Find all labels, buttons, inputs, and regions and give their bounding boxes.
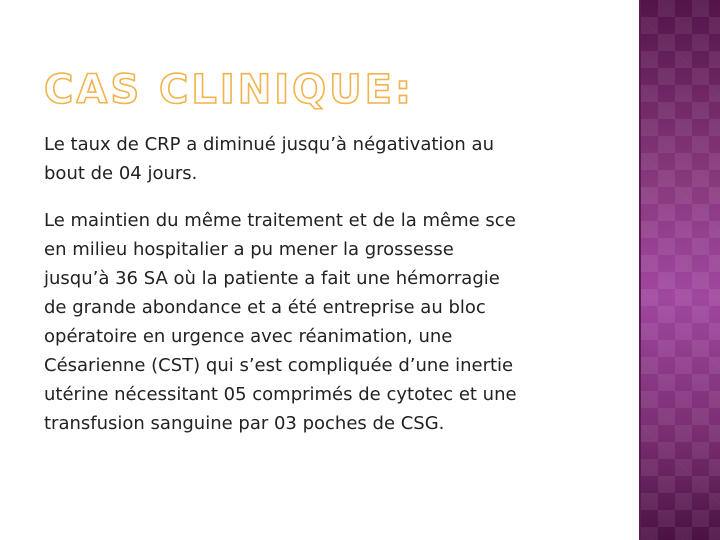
paragraph-treatment: Le maintien du même traitement et de la même sce en milieu hospitalier a pu mener la grossesse jusqu’à 36 SA où la patiente a fait une hémorragie de grande abondance et a été entreprise au bloc opératoire en urgence avec réanimation, une Césarienne (CST) qui s’est compliquée d’une inertie utérine nécessitant 05 comprimés de cytotec et une transfusion sanguine par 03 poches de CSG.	[44, 210, 517, 434]
slide-body	[44, 130, 604, 456]
paragraph-crp: Le taux de CRP a diminué jusqu’à négativation au bout de 04 jours.	[44, 134, 494, 184]
slide-title: CAS CLINIQUE:	[44, 67, 414, 113]
decorative-side-band	[641, 0, 720, 540]
